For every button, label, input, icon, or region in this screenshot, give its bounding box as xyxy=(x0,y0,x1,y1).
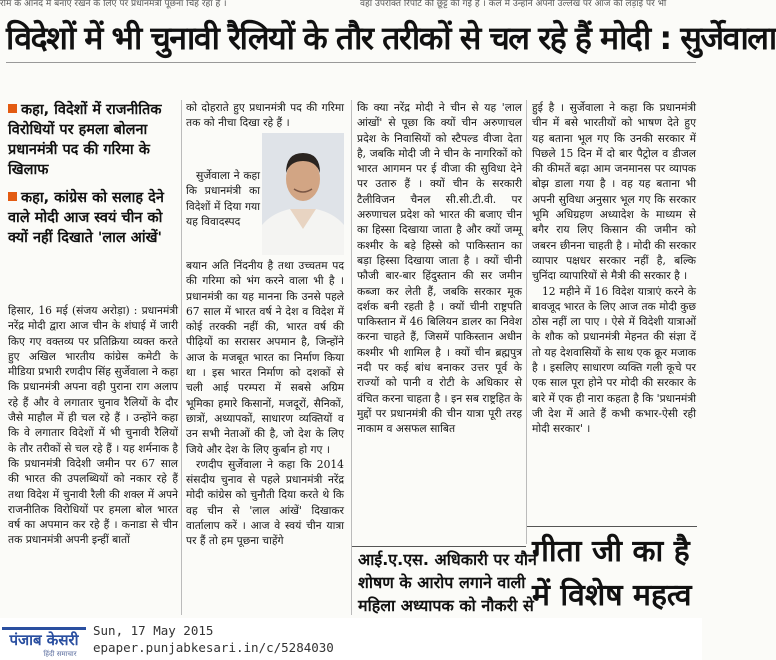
publisher-logo xyxy=(0,621,88,659)
punjab-kesari-logo-icon xyxy=(0,621,88,659)
related-story-line-2: शोषण के आरोप लगाने वाली xyxy=(358,573,526,592)
related-story-line-3: महिला अध्यापक को नौकरी से xyxy=(358,596,534,615)
column-1 xyxy=(8,303,178,615)
column-2-paragraph-1: बयान अति निंदनीय है तथा उच्चतम पद की गरिमा को भंग करने वाला भी है । प्रधानमंत्री का यह मानना कि उनसे पहले 67 साल में भारत वर्ष ने देश व विदेश में कोई तरक्की नहीं की, भारत वर्ष की पीढ़ियों का सरासर अपमान है, जिन्होंने आज के मजबूत भारत का निर्माण किया था । इस भारत निर्माण को दशकों से चली आई परम्परा में सबसे अग्रिम भूमिका हमारे किसानों, मजदूरों, सैनिकों, छात्रों, अध्यापकों, साधारण व्यक्तियों व उन सभी नेताओं की है, जो देश के लिए जिये और देश के लिए कुर्बान हो गए । xyxy=(186,259,344,456)
related-story-headline xyxy=(358,548,537,618)
bullet-square-icon xyxy=(8,192,17,201)
logo-subtext: हिंदी समाचार xyxy=(43,650,77,658)
person-portrait-icon xyxy=(262,133,344,255)
top-strip-right: वहा उपरोक्त रिपोर्ट की छूट्ट की गई है । कल में उन्होंने अपनी उल्लेख पर आज की लड़ाई पर भी xyxy=(360,0,667,9)
column-3-paragraph: कि क्या नरेंद्र मोदी ने चीन से यह 'लाल आंखों' से पूछा कि क्यों चीन अरुणाचल प्रदेश के निवासियों को स्टैपल्ड वीजा देता है, जबकि मोदी जी ने चीन के नागरिकों को भारत आगमन पर ई वीजा की सुविधा देने पर उतारु हैं । क्यों चीन के सरकारी टैलीविजन चैनल सी.सी.टी.वी. पर अरुणाचल प्रदेश को भारत की बजाए चीन का हिस्सा दिखाया जाता है और क्यों जम्मू कश्मीर के बड़े हिस्से को पाकिस्तान का बड़ा हिस्सा दिखाया जाता है । क्यों चीनी फौजी बार-बार हिंदुस्तान की सर जमीन कब्जा कर लेती हैं, जबकि सरकार मूक दर्शक बनी रहती है । क्यों चीनी राष्ट्रपति पाकिस्तान में 46 बिलियन डालर का निवेश करना चाहते हैं, जिसमें पाकिस्तान अधीन कश्मीर भी शामिल है । क्यों चीन ब्रह्मपुत्र नदी पर कई बांध बनाकर उत्तर पूर्व के राज्यों को पानी व रोटी के अधिकार से वंचित करना चाहता है । इन सब राष्ट्रहित के मुद्दों पर प्रधानमंत्री की चीन यात्रा पूरी तरह नाकाम व असफल साबित xyxy=(357,101,522,436)
logo-text: पंजाब केसरी xyxy=(9,631,79,649)
column-4-paragraph-2: 12 महीने में 16 विदेश यात्राएं करने के बावजूद भारत के लिए आज तक मोदी कुछ ठोस नहीं ला पाए । ऐसे में विदेशी यात्राओं के शौक को प्रधानमंत्री मेहनत की संज्ञा दें तो यह देशवासियों के साथ एक क्रूर मजाक है । इसलिए साधारण व्यक्ति गली कूचे पर एक साल पूरा होने पर मोदी की सरकार के बारे में एक ही नारा कहता है कि 'प्रधानमंत्री जी देश में आते हैं कभी कभार-ऐसी रही मोदी सरकार' । xyxy=(532,284,696,436)
column-divider xyxy=(181,100,182,615)
bullet-square-icon xyxy=(8,104,17,113)
column-4 xyxy=(532,100,696,520)
headline: विदेशों में भी चुनावी रैलियों के तौर तरीकों से चल रहे हैं मोदी : सुर्जेवाला xyxy=(6,19,776,57)
author-photo xyxy=(262,133,344,255)
adjacent-story-line-1: गीता जी का है xyxy=(532,534,690,569)
epaper-url[interactable]: epaper.punjabkesari.in/c/5284030 xyxy=(93,640,334,655)
column-3 xyxy=(357,100,522,544)
related-story-line-1: आई.ए.एस. अधिकारी पर यौन xyxy=(358,550,537,569)
kicker-1-text: कहा, विदेशों में राजनीतिक विरोधियों पर हमला बोलना प्रधानमंत्री पद की गरिमा के खिलाफ xyxy=(8,102,162,178)
column-2-side xyxy=(186,168,260,258)
column-divider xyxy=(526,100,527,544)
top-strip xyxy=(0,0,702,10)
kicker-1 xyxy=(8,100,178,180)
column-4-paragraph-1: हुई है । सुर्जेवाला ने कहा कि प्रधानमंत्री चीन में बसे भारतीयों को भाषण देते हुए यह बताना भूल गए कि उनकी सरकार में पिछले 15 दिन में दो बार पैट्रोल व डीजल की कीमतें बढ़ा आम जनमानस पर व्यापक बोझ डाला गया है । वह यह बताना भी अपनी सुविधा अनुसार भूल गए कि सरकार भूमि अधिग्रहण अध्यादेश के माध्यम से बगैर राय लिए किसान की जमीन को जबरन छीनना चाहती है । मोदी की सरकार व्यापार पक्षधर सरकार नहीं है, बल्कि चुनिंदा व्यापारियों से मैत्री की सरकार है । xyxy=(532,101,696,283)
box-rule xyxy=(352,546,526,547)
column-1-paragraph: हिसार, 16 मई (संजय अरोड़ा) : प्रधानमंत्री नरेंद्र मोदी द्वारा आज चीन के शंघाई में जारी किए गए वक्तव्य पर प्रतिक्रिया व्यक्त करते हुए अखिल भारतीय कांग्रेस कमेटी के मीडिया प्रभारी रणदीप सिंह सुर्जेवाला ने कहा कि प्रधानमंत्री अपना वही पुराना राग अलाप रहे हैं और वे लगातार चुनाव रैलियों के दौर जैसे माहौल में ही चल रहे हैं । उन्होंने कहा कि वे लगातार विदेशों में भी चुनावी रैलियों के तौर तरीकों से चल रहे हैं । यह शर्मनाक है कि प्रधानमंत्री विदेशी जमीन पर 67 साल की भारत की उपलब्धियों को नकार रहे हैं तथा विदेश में चुनावी रैली की शक्ल में अपने राजनीतिक विरोधियों पर हमला बोल भारत वर्ष का अपमान कर रहे हैं । कनाडा से चीन तक प्रधानमंत्री अपनी इन्हीं बातों xyxy=(8,304,178,547)
column-divider xyxy=(351,100,352,615)
column-2 xyxy=(186,258,344,615)
edition-date: Sun, 17 May 2015 xyxy=(93,623,214,638)
box-rule xyxy=(527,526,697,527)
column-2-top-text: को दोहराते हुए प्रधानमंत्री पद की गरिमा तक को नीचा दिखा रहे हैं । xyxy=(186,101,344,130)
column-2-top xyxy=(186,100,344,133)
column-2-side-text: सुर्जेवाला ने कहा कि प्रधानमंत्री का विदेशों में दिया गया यह विवादस्पद xyxy=(186,169,260,228)
headline-rule xyxy=(6,62,696,63)
top-strip-left: रोम के आनंद में बनाए रखने के लिए पर प्रधानमंत्री पूछना चिह रहा है । xyxy=(0,0,227,9)
kicker-2-text: कहा, कांग्रेस को सलाह देने वाले मोदी आज स्वयं चीन को क्यों नहीं दिखाते 'लाल आंखें' xyxy=(8,190,164,246)
column-2-paragraph-2: रणदीप सुर्जेवाला ने कहा कि 2014 संसदीय चुनाव से पहले प्रधानमंत्री नरेंद्र मोदी कांग्रेस को चुनौती दिया करते थे कि वह चीन से 'लाल आंखें' दिखाकर वार्तालाप करें । आज वे स्वयं चीन यात्रा पर हैं तो हम पूछना चाहेंगे xyxy=(186,457,344,548)
kicker-2 xyxy=(8,188,178,248)
adjacent-story-line-2: में विशेष महत्व xyxy=(532,578,692,613)
adjacent-story-headline xyxy=(532,530,702,618)
